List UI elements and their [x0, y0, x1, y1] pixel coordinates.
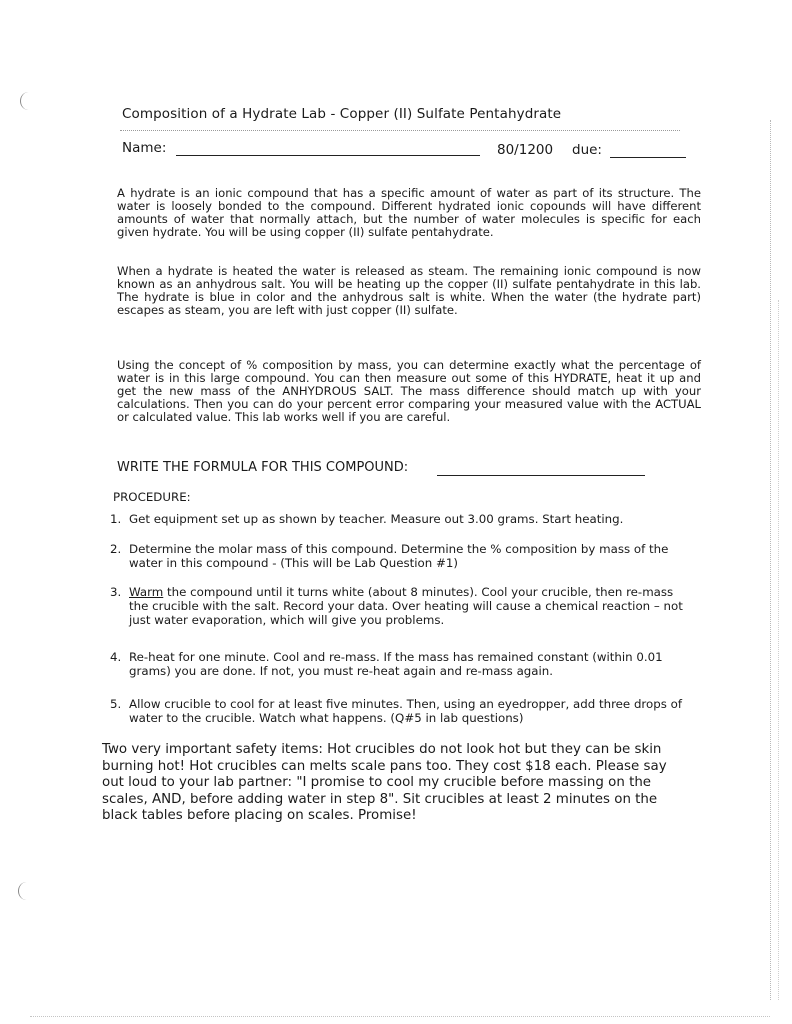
page-title: Composition of a Hydrate Lab - Copper (II) Sulfate Pentahydrate — [122, 106, 562, 122]
punch-hole-mark — [18, 882, 35, 900]
name-label: Name: — [122, 140, 167, 156]
intro-paragraph: A hydrate is an ionic compound that has a specific amount of water as part of its structure. The water is loosely bonded to the compound. Different hydrated ionic copounds will have different amounts of water that normally attach, but the number of water molecules is specific for each given hydrate. You will be using copper (II) sulfate pentahydrate. — [117, 185, 701, 240]
step-text: Allow crucible to cool for at least five minutes. Then, using an eyedropper, add three drops of water to the crucible. Watch what happens. (Q#5 in lab questions) — [129, 697, 682, 725]
formula-blank-line — [437, 475, 645, 476]
scan-bottom-noise — [30, 1016, 770, 1017]
step-number: 3. — [110, 585, 122, 599]
scan-edge-line — [778, 300, 780, 1000]
formula-prompt: WRITE THE FORMULA FOR THIS COMPOUND: — [117, 460, 409, 475]
step-emphasis: Warm — [129, 585, 164, 599]
step-text: the compound until it turns white (about 8 minutes). Cool your crucible, then re-mass the crucible with the salt. Record your data. Over heating will cause a chemical reaction – not just water evaporation, which will give you problems. — [129, 585, 683, 627]
score-text: 80/1200 — [497, 142, 554, 158]
step-number: 5. — [110, 697, 122, 711]
name-blank-line — [176, 155, 480, 156]
due-label: due: — [572, 142, 602, 158]
step-text: Get equipment set up as shown by teacher. Measure out 3.00 grams. Start heating. — [129, 512, 624, 526]
step-number: 2. — [110, 542, 122, 556]
step-text: Determine the molar mass of this compound. Determine the % composition by mass of the water in this compound - (This will be Lab Question #1) — [129, 542, 669, 570]
punch-hole-mark — [20, 92, 37, 110]
heating-paragraph: When a hydrate is heated the water is released as steam. The remaining ionic compound is now known as an anhydrous salt. You will be heating up the copper (II) sulfate pentahydrate in this lab. The hydrate is blue in color and the anhydrous salt is white. When the water (the hydrate part) escapes as steam, you are left with just copper (II) sulfate. — [117, 263, 701, 318]
composition-paragraph: Using the concept of % composition by mass, you can determine exactly what the percentage of water is in this large compound. You can then measure out some of this HYDRATE, heat it up and get the new mass of the ANHYDROUS SALT. The mass difference should match up with your calculations. Then you can do your percent error comparing your measured value with the ACTUAL or calculated value. This lab works well if you are careful. — [117, 357, 701, 425]
safety-notice: Two very important safety items: Hot crucibles do not look hot but they can be skin burning hot! Hot crucibles can melts scale pans too. They cost $18 each. Please say out loud to your lab partner: "I promise to cool my crucible before massing on the scales, AND, before adding water in step 8". Sit crucibles at least 2 minutes on the black tables before placing on scales. Promise! — [102, 742, 667, 824]
formula-row — [117, 460, 677, 475]
step-text-container — [129, 585, 689, 627]
scan-edge-line — [770, 120, 772, 1000]
procedure-heading: PROCEDURE: — [113, 490, 191, 504]
step-number: 1. — [110, 512, 122, 526]
step-number: 4. — [110, 650, 122, 664]
due-blank-line — [610, 157, 686, 158]
step-text: Re-heat for one minute. Cool and re-mass. If the mass has remained constant (within 0.01 grams) you are done. If not, you must re-heat again and re-mass again. — [129, 650, 663, 678]
title-divider — [120, 130, 680, 131]
